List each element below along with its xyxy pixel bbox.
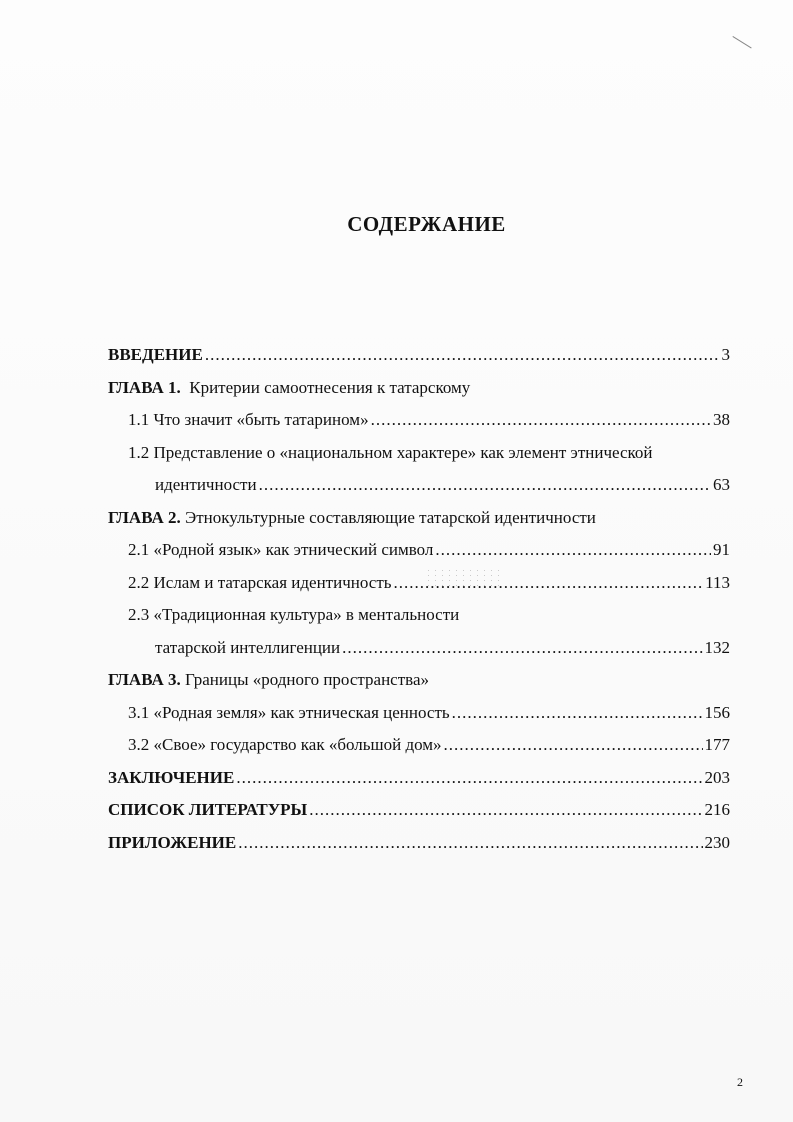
toc-page-number: 113 (705, 572, 730, 592)
toc-page-number: 156 (704, 702, 730, 722)
toc-entry-label (155, 469, 257, 502)
toc-entry-text: 2.3 «Традиционная культура» в ментальности (128, 605, 460, 624)
toc-page-number: 203 (704, 767, 730, 787)
toc-entry-text: 3.2 «Свое» государство как «большой дом» (128, 735, 442, 754)
toc-entry (108, 339, 730, 372)
page-title: СОДЕРЖАНИЕ (347, 212, 506, 236)
toc-entry (108, 437, 730, 470)
toc-entry-heading: ГЛАВА 1. (108, 377, 181, 397)
toc-entry (108, 794, 730, 827)
toc-entry-heading: ГЛАВА 3. (108, 670, 181, 689)
toc-entry (108, 469, 730, 502)
toc-entry (108, 372, 730, 405)
toc-entry (108, 729, 730, 762)
toc-entry (108, 502, 730, 535)
toc-page-number: 177 (704, 735, 730, 754)
toc-page-number: 63 (713, 475, 730, 494)
toc-leader-dots (309, 794, 702, 827)
toc-entry-heading: ГЛАВА 2. (108, 507, 181, 527)
page-number: 2 (737, 1075, 743, 1089)
toc-entry (108, 762, 730, 795)
toc-page-number: 38 (713, 410, 730, 429)
toc-entry-label (128, 437, 653, 470)
toc-leader-dots (238, 827, 702, 860)
table-of-contents (108, 339, 730, 859)
toc-page-number: 3 (721, 345, 730, 364)
toc-entry (108, 827, 730, 860)
toc-entry (108, 404, 730, 437)
toc-entry-text: татарской интеллигенции (155, 637, 341, 657)
toc-entry-text: 1.2 Представление о «национальном характере» как элемент этнической (128, 442, 653, 462)
toc-entry-label (108, 827, 236, 860)
toc-leader-dots (236, 762, 702, 795)
toc-entry-label (128, 404, 369, 437)
toc-entry-text: 3.1 «Родная земля» как этническая ценность (128, 702, 450, 722)
toc-entry-label (108, 664, 429, 697)
toc-entry-label (108, 502, 596, 535)
toc-entry-heading: ЗАКЛЮЧЕНИЕ (108, 767, 235, 787)
toc-leader-dots (342, 632, 702, 665)
toc-entry (108, 664, 730, 697)
toc-leader-dots (452, 697, 703, 730)
toc-entry-label (155, 632, 340, 665)
scan-artifact (732, 36, 751, 49)
toc-entry-label (108, 339, 203, 372)
toc-entry-text: Этнокультурные составляющие татарской идентичности (180, 507, 596, 527)
toc-entry-label (108, 372, 470, 405)
toc-entry-label (108, 794, 307, 827)
toc-leader-dots (394, 567, 704, 600)
toc-leader-dots (371, 404, 711, 437)
toc-entry-label (128, 534, 433, 567)
toc-entry-text: Границы «родного пространства» (180, 670, 429, 689)
toc-entry-label (108, 762, 234, 795)
toc-entry-text: Критерии самоотнесения к татарскому (180, 377, 471, 397)
toc-entry-heading: ПРИЛОЖЕНИЕ (108, 832, 237, 852)
toc-entry (108, 534, 730, 567)
toc-leader-dots (259, 469, 711, 502)
toc-page-number: 91 (713, 540, 730, 559)
toc-entry-text: 1.1 Что значит «быть татарином» (128, 410, 369, 429)
toc-entry-text: 2.2 Ислам и татарская идентичность (128, 572, 392, 592)
toc-entry (108, 567, 730, 600)
toc-leader-dots (444, 729, 703, 762)
toc-page-number: 216 (704, 800, 730, 819)
toc-entry-label (128, 599, 459, 632)
toc-entry-label (128, 697, 450, 730)
toc-entry-label (128, 567, 392, 600)
toc-entry-label (128, 729, 442, 762)
toc-page-number: 132 (704, 637, 730, 657)
toc-entry (108, 697, 730, 730)
toc-entry-heading: ВВЕДЕНИЕ (108, 345, 203, 364)
toc-entry-text: идентичности (155, 475, 257, 494)
toc-entry-text: 2.1 «Родной язык» как этнический символ (128, 540, 434, 559)
toc-page-number: 230 (704, 832, 730, 852)
toc-entry (108, 632, 730, 665)
toc-leader-dots (205, 339, 720, 372)
toc-entry (108, 599, 730, 632)
toc-leader-dots (435, 534, 711, 567)
toc-entry-heading: СПИСОК ЛИТЕРАТУРЫ (108, 800, 308, 819)
